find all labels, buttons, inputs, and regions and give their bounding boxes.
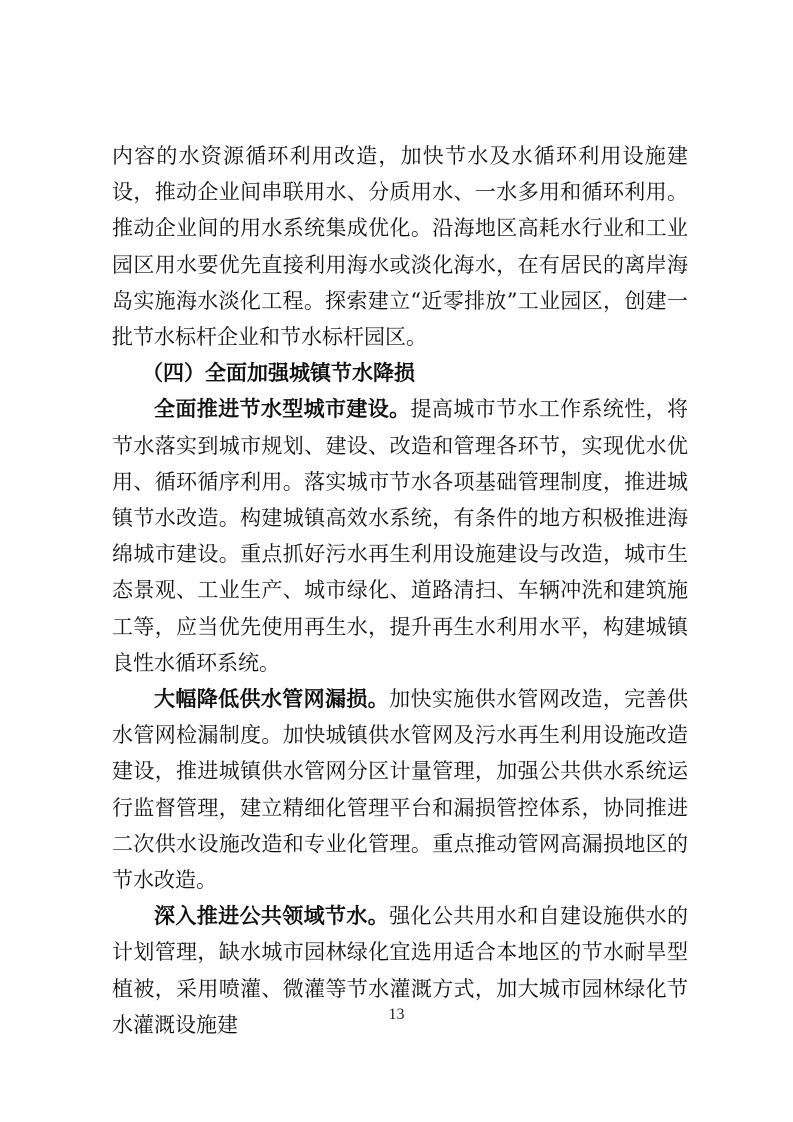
paragraph-city-water-saving [112,391,688,681]
section-heading: （四）全面加强城镇节水降损 [142,361,415,386]
paragraph-body: 强化公共用水和自建设施供水的计划管理，缺水城市园林绿化宜选用适合本地区的节水耐旱型植被，采用喷灌、微灌等节水灌溉方式，加大城市园林绿化节水灌溉设施建 [112,904,688,1037]
paragraph-lead: 深入推进公共领域节水。 [154,904,390,929]
document-body [112,138,688,1043]
paragraph-continuation: 内容的水资源循环利用改造，加快节水及水循环利用设施建设，推动企业间串联用水、分质用水、一水多用和循环利用。推动企业间的用水系统集成优化。沿海地区高耗水行业和工业园区用水要优先直接利用海水或淡化海水，在有居民的离岸海岛实施海水淡化工程。探索建立“近零排放”工业园区，创建一批节水标杆企业和节水标杆园区。 [112,144,688,350]
paragraph-lead: 全面推进节水型城市建设。 [154,397,411,422]
paragraph-body: 提高城市节水工作系统性，将节水落实到城市规划、建设、改造和管理各环节，实现优水优用、循环循序利用。落实城市节水各项基础管理制度，推进城镇节水改造。构建城镇高效水系统，有条件的地方积极推进海绵城市建设。重点抓好污水再生利用设施建设与改造，城市生态景观、工业生产、城市绿化、道路清扫、车辆冲洗和建筑施工等，应当优先使用再生水，提升再生水利用水平，构建城镇良性水循环系统。 [112,397,688,675]
paragraph-lead: 大幅降低供水管网漏损。 [154,687,390,712]
page-number: 13 [388,1006,405,1023]
paragraph-pipe-leakage [112,681,688,898]
paragraph-body: 加快实施供水管网改造，完善供水管网检漏制度。加快城镇供水管网及污水再生利用设施改造建设，推进城镇供水管网分区计量管理，加强公共供水系统运行监督管理，建立精细化管理平台和漏损管控体系，协同推进二次供水设施改造和专业化管理。重点推动管网高漏损地区的节水改造。 [112,687,688,893]
